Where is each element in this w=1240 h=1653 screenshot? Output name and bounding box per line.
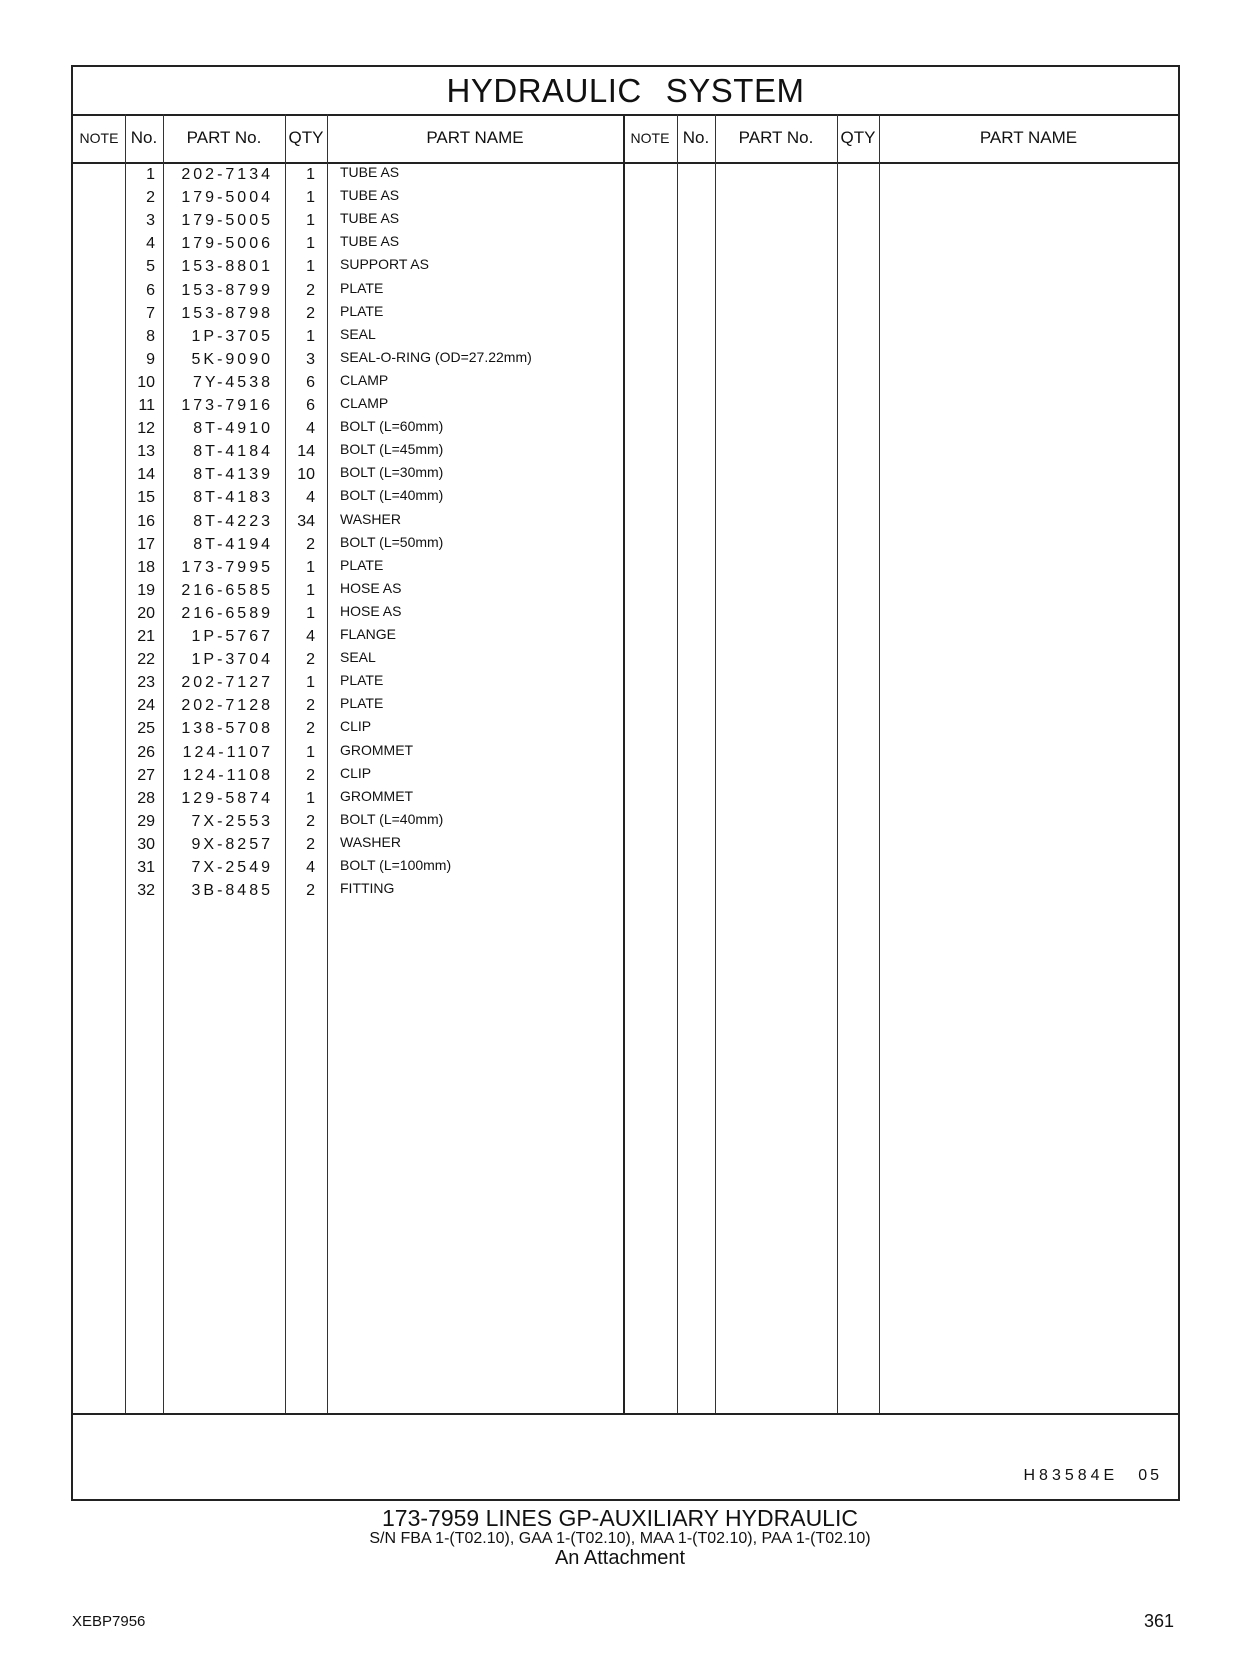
item-number: 6 (146, 281, 155, 299)
quantity: 3 (306, 350, 315, 368)
header-note-left: NOTE (79, 130, 119, 146)
item-number: 17 (137, 535, 155, 553)
item-number: 4 (146, 235, 155, 253)
part-number: 8T-4194 (193, 535, 273, 553)
revision-number: 05 (1138, 1467, 1162, 1484)
part-name: FITTING (340, 880, 395, 897)
part-number: 153-8801 (181, 258, 273, 276)
item-number: 15 (137, 489, 155, 507)
quantity: 2 (306, 651, 315, 669)
table-row (73, 647, 633, 670)
table-row (73, 393, 633, 416)
column-divider (879, 114, 880, 1415)
serial-numbers: S/N FBA 1-(T02.10), GAA 1-(T02.10), MAA 1-(T02.10), PAA 1-(T02.10) (369, 1530, 871, 1547)
table-row (73, 162, 633, 185)
item-number: 28 (137, 789, 155, 807)
part-name: FLANGE (340, 626, 397, 642)
part-number: 138-5708 (181, 720, 273, 738)
column-divider (677, 114, 678, 1415)
part-name: CLIP (340, 718, 372, 735)
part-number: 202-7127 (181, 674, 273, 692)
part-number: 124-1108 (182, 766, 273, 784)
part-number: 173-7995 (181, 558, 273, 576)
part-name: TUBE AS (340, 164, 400, 180)
table-row (73, 185, 633, 208)
parts-table-frame (71, 65, 1180, 1501)
table-row (73, 601, 633, 624)
part-number: 3B-8485 (191, 882, 273, 900)
quantity: 2 (306, 835, 315, 853)
item-number: 3 (146, 212, 155, 230)
illustration-id: H83584E (1023, 1467, 1119, 1484)
column-divider (715, 114, 716, 1415)
part-name: PLATE (340, 672, 384, 689)
quantity: 1 (306, 189, 315, 207)
item-number: 12 (137, 420, 155, 438)
quantity: 34 (297, 512, 315, 530)
part-number: 153-8799 (181, 281, 273, 299)
part-name: PLATE (340, 302, 384, 319)
item-number: 29 (137, 812, 155, 830)
header-no-right: No. (682, 128, 710, 147)
item-number: 9 (146, 350, 155, 368)
attachment-label: An Attachment (554, 1547, 686, 1569)
part-number: 173-7916 (181, 397, 273, 414)
part-name: GROMMET (340, 741, 414, 758)
part-number: 8T-4139 (193, 466, 273, 484)
quantity: 2 (306, 812, 315, 830)
illustration-code (1023, 1467, 1162, 1485)
table-row (73, 763, 633, 786)
part-name: PLATE (340, 279, 384, 296)
quantity: 1 (306, 235, 315, 253)
table-row (73, 278, 633, 301)
part-number: 1P-3705 (191, 327, 273, 345)
part-number: 8T-4910 (193, 420, 273, 438)
item-number: 5 (146, 258, 155, 276)
table-row (73, 208, 633, 231)
table-row (73, 693, 633, 716)
item-number: 27 (137, 766, 155, 784)
part-number: 179-5006 (181, 235, 273, 253)
item-number: 13 (137, 443, 155, 461)
table-row (73, 532, 633, 555)
quantity: 4 (306, 489, 315, 507)
item-number: 16 (137, 512, 155, 530)
item-number: 10 (137, 373, 155, 391)
part-number: 7X-2553 (191, 812, 273, 830)
header-part-no-right: PART No. (738, 128, 814, 147)
part-name: BOLT (L=45mm) (340, 441, 444, 458)
part-number: 7Y-4538 (192, 373, 273, 391)
item-number: 23 (137, 674, 155, 692)
table-row (73, 786, 633, 809)
part-number: 179-5005 (181, 212, 273, 230)
header-note-right: NOTE (630, 130, 670, 146)
part-name: PLATE (340, 695, 384, 712)
quantity: 4 (306, 859, 315, 876)
table-row (73, 716, 633, 739)
item-number: 21 (137, 628, 155, 645)
part-number: 202-7134 (181, 166, 273, 183)
table-row (73, 301, 633, 324)
header-qty-left: QTY (288, 128, 324, 147)
part-name: HOSE AS (340, 602, 402, 619)
table-row (73, 670, 633, 693)
part-number: 8T-4183 (193, 489, 273, 507)
quantity: 1 (306, 212, 315, 230)
item-number: 26 (137, 743, 155, 761)
column-header-row (73, 114, 1178, 164)
table-row (73, 347, 633, 370)
page-title (73, 67, 1178, 116)
part-name: SEAL (340, 649, 376, 666)
quantity: 1 (306, 604, 315, 622)
table-row (73, 809, 633, 832)
table-row (73, 578, 633, 601)
part-name: BOLT (L=40mm) (340, 487, 444, 504)
quantity: 1 (306, 166, 315, 183)
header-part-name-right: PART NAME (979, 128, 1078, 147)
quantity: 1 (306, 327, 315, 345)
table-row (73, 439, 633, 462)
column-divider (837, 114, 838, 1415)
table-row (73, 832, 633, 855)
part-name: WASHER (340, 510, 401, 527)
quantity: 2 (306, 882, 315, 900)
item-number: 25 (137, 720, 155, 738)
header-part-no-left: PART No. (186, 128, 262, 147)
part-number: 124-1107 (182, 743, 273, 761)
part-name: CLAMP (340, 371, 389, 388)
quantity: 2 (306, 697, 315, 715)
table-row (73, 740, 633, 763)
item-number: 14 (137, 466, 155, 484)
part-name: CLIP (340, 764, 372, 781)
table-row (73, 324, 633, 347)
item-number: 32 (137, 882, 155, 900)
part-number: 7X-2549 (191, 859, 273, 876)
part-name: PLATE (340, 556, 384, 573)
item-number: 8 (146, 327, 155, 345)
item-number: 2 (146, 189, 155, 207)
header-qty-right: QTY (840, 128, 876, 147)
part-number: 216-6589 (181, 604, 273, 622)
part-name: BOLT (L=40mm) (340, 810, 444, 827)
title-word-1: HYDRAULIC (446, 72, 642, 109)
table-row (73, 555, 633, 578)
part-number: 9X-8257 (191, 835, 273, 853)
document-id: XEBP7956 (72, 1613, 146, 1630)
quantity: 2 (306, 535, 315, 553)
item-number: 11 (138, 397, 155, 414)
quantity: 2 (306, 281, 315, 299)
item-number: 22 (137, 651, 155, 669)
item-number: 24 (137, 697, 155, 715)
header-no-left: No. (130, 128, 158, 147)
table-bottom-rule (73, 1413, 1178, 1415)
item-number: 1 (146, 166, 155, 183)
table-row (73, 485, 633, 508)
quantity: 6 (306, 373, 315, 391)
part-name: SUPPORT AS (340, 256, 429, 273)
quantity: 1 (306, 258, 315, 276)
item-number: 19 (137, 581, 155, 599)
table-row (73, 462, 633, 485)
table-row (73, 855, 633, 878)
part-name: CLAMP (340, 395, 389, 411)
part-number: 202-7128 (181, 697, 273, 715)
item-number: 31 (137, 859, 155, 876)
table-row (73, 509, 633, 532)
table-row (73, 370, 633, 393)
part-name: SEAL (340, 325, 376, 342)
part-name: SEAL-O-RING (OD=27.22mm) (340, 348, 532, 365)
part-number: 179-5004 (181, 189, 273, 207)
quantity: 2 (306, 766, 315, 784)
part-number: 1P-5767 (191, 628, 273, 645)
quantity: 4 (306, 420, 315, 438)
quantity: 6 (306, 397, 315, 414)
part-name: BOLT (L=30mm) (340, 464, 444, 481)
table-row (73, 231, 633, 254)
title-word-2: SYSTEM (665, 72, 805, 109)
quantity: 4 (306, 628, 315, 645)
table-row (73, 878, 633, 901)
part-name: HOSE AS (340, 579, 402, 596)
header-part-name-left: PART NAME (426, 128, 524, 147)
quantity: 1 (306, 558, 315, 576)
part-name: BOLT (L=50mm) (340, 533, 444, 550)
part-name: TUBE AS (340, 210, 400, 227)
quantity: 1 (306, 743, 315, 761)
part-number: 153-8798 (181, 304, 273, 322)
part-number: 129-5874 (181, 789, 273, 807)
item-number: 18 (137, 558, 155, 576)
part-name: TUBE AS (340, 187, 400, 204)
quantity: 14 (297, 443, 315, 461)
part-name: BOLT (L=100mm) (340, 857, 452, 873)
page-number: 361 (1144, 1611, 1175, 1631)
part-number: 8T-4184 (193, 443, 273, 461)
part-name: TUBE AS (340, 233, 400, 250)
item-number: 20 (137, 604, 155, 622)
part-number: 1P-3704 (191, 651, 273, 669)
item-number: 7 (146, 304, 155, 322)
quantity: 2 (306, 304, 315, 322)
quantity: 2 (306, 720, 315, 738)
part-number: 216-6585 (181, 581, 273, 599)
quantity: 10 (297, 466, 315, 484)
group-title: 173-7959 LINES GP-AUXILIARY HYDRAULIC (382, 1505, 858, 1531)
part-name: WASHER (340, 833, 401, 850)
part-number: 5K-9090 (191, 350, 273, 368)
quantity: 1 (306, 789, 315, 807)
item-number: 30 (137, 835, 155, 853)
quantity: 1 (306, 581, 315, 599)
part-name: BOLT (L=60mm) (340, 418, 444, 435)
part-name: GROMMET (340, 787, 414, 804)
quantity: 1 (306, 674, 315, 692)
table-row (73, 416, 633, 439)
part-number: 8T-4223 (193, 512, 273, 530)
table-row (73, 624, 633, 647)
table-row (73, 254, 633, 277)
